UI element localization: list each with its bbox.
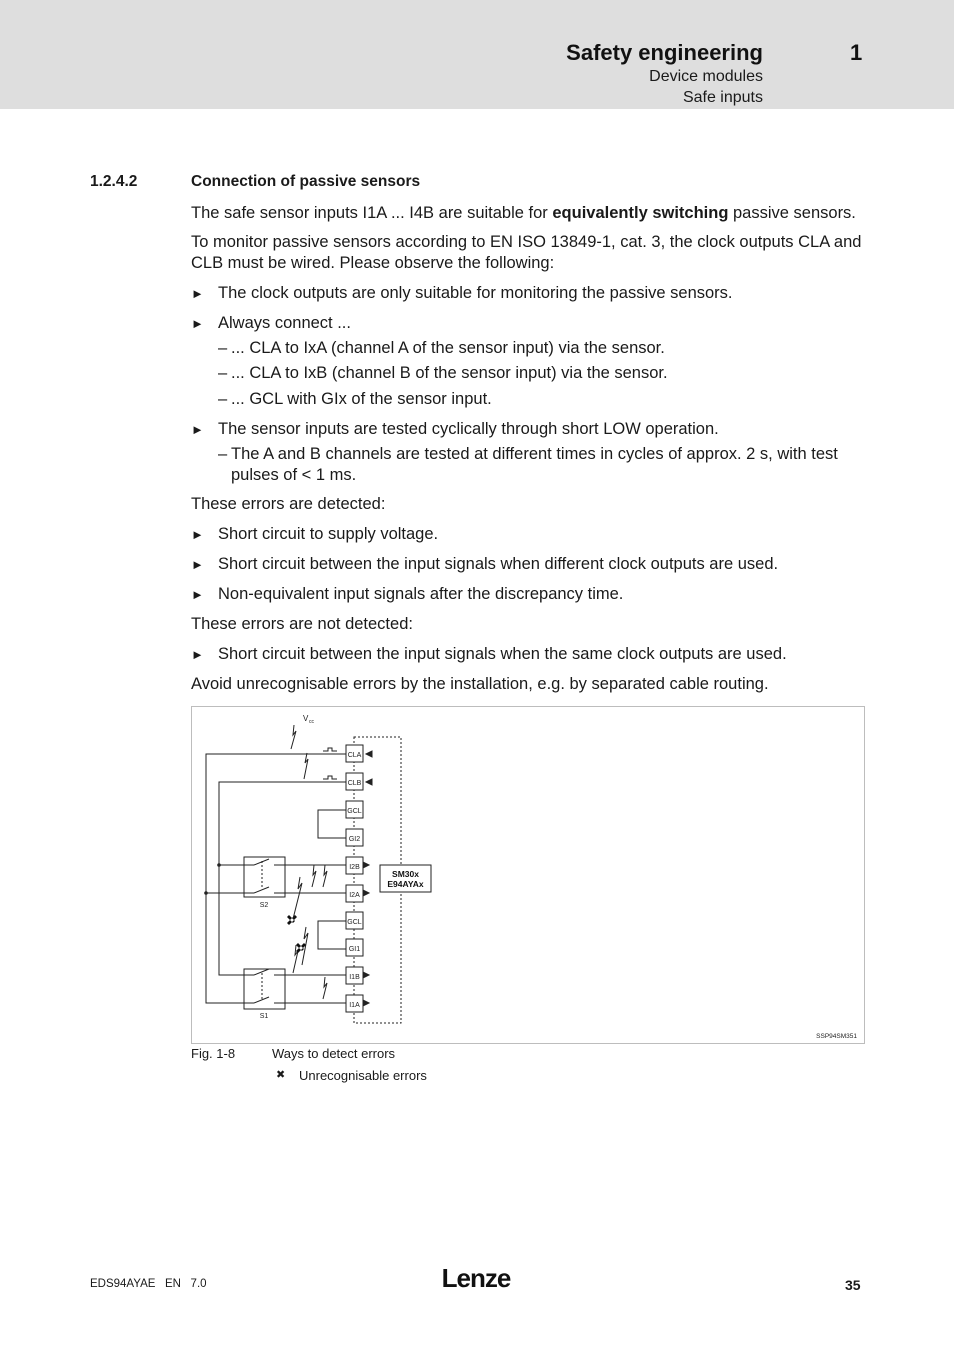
header-subtitle-1: Device modules bbox=[649, 68, 763, 85]
wiring-diagram-svg bbox=[192, 707, 864, 1043]
list-item-text: Short circuit to supply voltage. bbox=[218, 525, 439, 543]
avoid-paragraph: Avoid unrecognisable errors by the installation, e.g. by separated cable routing. bbox=[191, 675, 769, 693]
dash-marker: – bbox=[218, 390, 228, 408]
terminal-label: GI1 bbox=[348, 946, 361, 953]
sub-list-item-text: ... CLA to IxB (channel B of the sensor input) via the sensor. bbox=[231, 364, 668, 382]
figure-caption: Ways to detect errors bbox=[272, 1046, 396, 1061]
dash-marker: – bbox=[218, 339, 228, 357]
module-name-line1: SM30x bbox=[392, 869, 419, 879]
switch-label-s1: S1 bbox=[259, 1013, 269, 1020]
bullet-arrow-icon: ► bbox=[191, 422, 204, 437]
terminal-label: I2B bbox=[349, 864, 360, 871]
figure-label: Fig. 1-8 bbox=[191, 1046, 236, 1061]
page-number: 35 bbox=[845, 1277, 861, 1293]
terminal-label: I1B bbox=[349, 974, 360, 981]
not-detected-heading: These errors are not detected: bbox=[191, 615, 413, 633]
intro-p1-bold: equivalently switching bbox=[552, 204, 729, 222]
list-item-text: Short circuit between the input signals when different clock outputs are used. bbox=[218, 555, 779, 573]
bullet-arrow-icon: ► bbox=[191, 557, 204, 572]
list-item-text: Short circuit between the input signals when the same clock outputs are used. bbox=[218, 645, 787, 663]
switch-label-s2: S2 bbox=[259, 902, 269, 909]
figure-legend-text: Unrecognisable errors bbox=[299, 1068, 427, 1083]
terminal-label: GCL bbox=[347, 808, 362, 815]
intro-p1-start: The safe sensor inputs I1A ... I4B are suitable for bbox=[191, 204, 553, 222]
bullet-arrow-icon: ► bbox=[191, 587, 204, 602]
unrecognisable-error-icon bbox=[287, 915, 297, 925]
section-number: 1.2.4.2 bbox=[90, 173, 138, 190]
terminal-label: GCL bbox=[347, 919, 362, 926]
vcc-label: V bbox=[303, 714, 309, 723]
terminal-label: CLA bbox=[347, 752, 362, 759]
section-title: Connection of passive sensors bbox=[191, 173, 421, 190]
svg-text:Lenze: Lenze bbox=[441, 1263, 511, 1293]
terminal-label: GI2 bbox=[348, 836, 361, 843]
bullet-arrow-icon: ► bbox=[191, 316, 204, 331]
terminal-label: I1A bbox=[349, 1002, 360, 1009]
sub-list-item-text: ... CLA to IxA (channel A of the sensor input) via the sensor. bbox=[231, 339, 665, 357]
document-id: EDS94AYAE EN 7.0 bbox=[90, 1278, 207, 1290]
sub-list-item-text: ... GCL with GIx of the sensor input. bbox=[231, 390, 492, 408]
sub-list-item-text: The A and B channels are tested at different times in cycles of approx. 2 s, with test pulses of < 1 ms. bbox=[231, 445, 838, 484]
intro-paragraph-2: To monitor passive sensors according to EN ISO 13849-1, cat. 3, the clock outputs CLA and CLB must be wired. Please observe the following: bbox=[191, 233, 862, 272]
bullet-arrow-icon: ► bbox=[191, 527, 204, 542]
header-subtitle-2: Safe inputs bbox=[682, 89, 763, 106]
header-band bbox=[0, 0, 954, 109]
bullet-arrow-icon: ► bbox=[191, 286, 204, 301]
list-item-text: Always connect ... bbox=[218, 314, 351, 332]
lenze-logo bbox=[438, 1262, 514, 1294]
intro-p1-end: passive sensors. bbox=[728, 204, 856, 222]
list-item-text: Non-equivalent input signals after the discrepancy time. bbox=[218, 585, 624, 603]
intro-paragraph-1 bbox=[191, 203, 871, 224]
wiring-diagram bbox=[191, 706, 865, 1044]
detected-heading: These errors are detected: bbox=[191, 495, 386, 513]
chapter-title: Safety engineering bbox=[566, 40, 763, 65]
cross-icon: ✖ bbox=[276, 1069, 286, 1081]
dash-marker: – bbox=[218, 364, 228, 382]
terminal-label: I2A bbox=[349, 892, 360, 899]
figure-code: SSP94SM351 bbox=[816, 1033, 857, 1040]
list-item-text: The clock outputs are only suitable for monitoring the passive sensors. bbox=[218, 284, 733, 302]
dash-marker: – bbox=[218, 445, 228, 463]
terminal-label: CLB bbox=[347, 780, 362, 787]
module-name-line2: E94AYAx bbox=[387, 879, 424, 889]
vcc-subscript: cc bbox=[309, 719, 314, 725]
list-item-text: The sensor inputs are tested cyclically through short LOW operation. bbox=[218, 420, 719, 438]
chapter-number: 1 bbox=[850, 40, 863, 65]
bullet-arrow-icon: ► bbox=[191, 647, 204, 662]
